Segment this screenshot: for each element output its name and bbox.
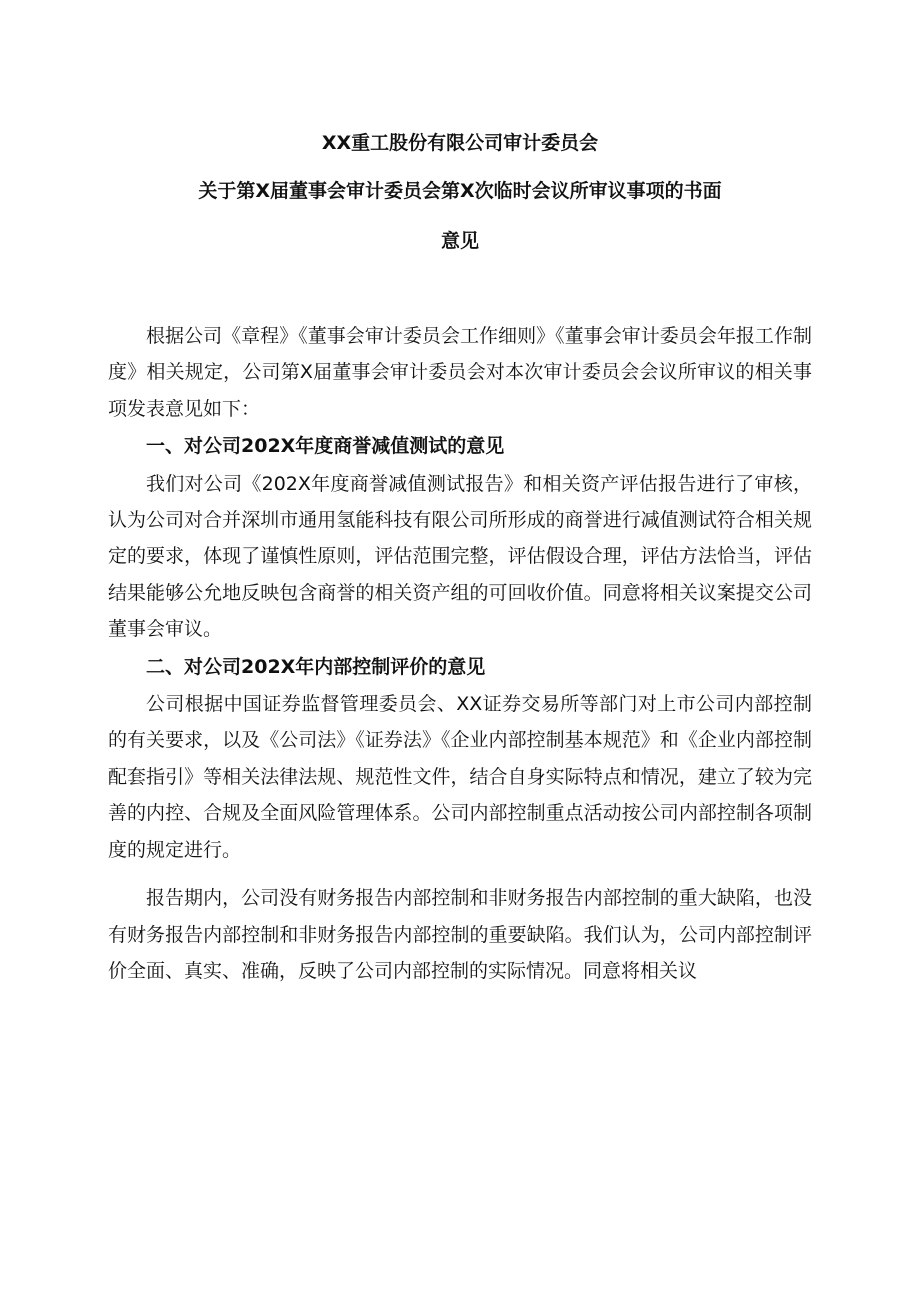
section-1-paragraph: 我们对公司《202X年度商誉减值测试报告》和相关资产评估报告进行了审核，认为公司对合并深圳市通用氢能科技有限公司所形成的商誉进行减值测试符合相关规定的要求，体现了谨慎性原则，评估范围完整，评估假设合理，评估方法恰当，评估结果能够公允地反映包含商誉的相关资产组的可回收价值。同意将相关议案提交公司董事会审议。 bbox=[108, 472, 812, 641]
document-title-line-1: XX重工股份有限公司审计委员会 bbox=[321, 132, 599, 154]
section-2-paragraph-2: 报告期内，公司没有财务报告内部控制和非财务报告内部控制的重大缺陷，也没有财务报告内部控制和非财务报告内部控制的重要缺陷。我们认为，公司内部控制评价全面、真实、准确，反映了公司内部控制的实际情况。同意将相关议 bbox=[108, 887, 812, 982]
section-1-heading: 一、对公司202X年度商誉减值测试的意见 bbox=[146, 435, 505, 458]
intro-paragraph: 根据公司《章程》《董事会审计委员会工作细则》《董事会审计委员会年报工作制度》相关规定，公司第X届董事会审计委员会对本次审计委员会会议所审议的相关事项发表意见如下： bbox=[108, 325, 812, 420]
document-title-line-2: 关于第X届董事会审计委员会第X次临时会议所审议事项的书面 bbox=[198, 180, 722, 202]
document-body bbox=[108, 318, 812, 989]
section-2-paragraph-1: 公司根据中国证券监督管理委员会、XX证券交易所等部门对上市公司内部控制的有关要求，以及《公司法》《证券法》《企业内部控制基本规范》和《企业内部控制配套指引》等相关法律法规、规范性文件，结合自身实际特点和情况，建立了较为完善的内控、合规及全面风险管理体系。公司内部控制重点活动按公司内部控制各项制度的规定进行。 bbox=[108, 693, 812, 861]
section-2-heading: 二、对公司202X年内部控制评价的意见 bbox=[146, 655, 486, 678]
document-title-line-3: 意见 bbox=[440, 230, 479, 252]
